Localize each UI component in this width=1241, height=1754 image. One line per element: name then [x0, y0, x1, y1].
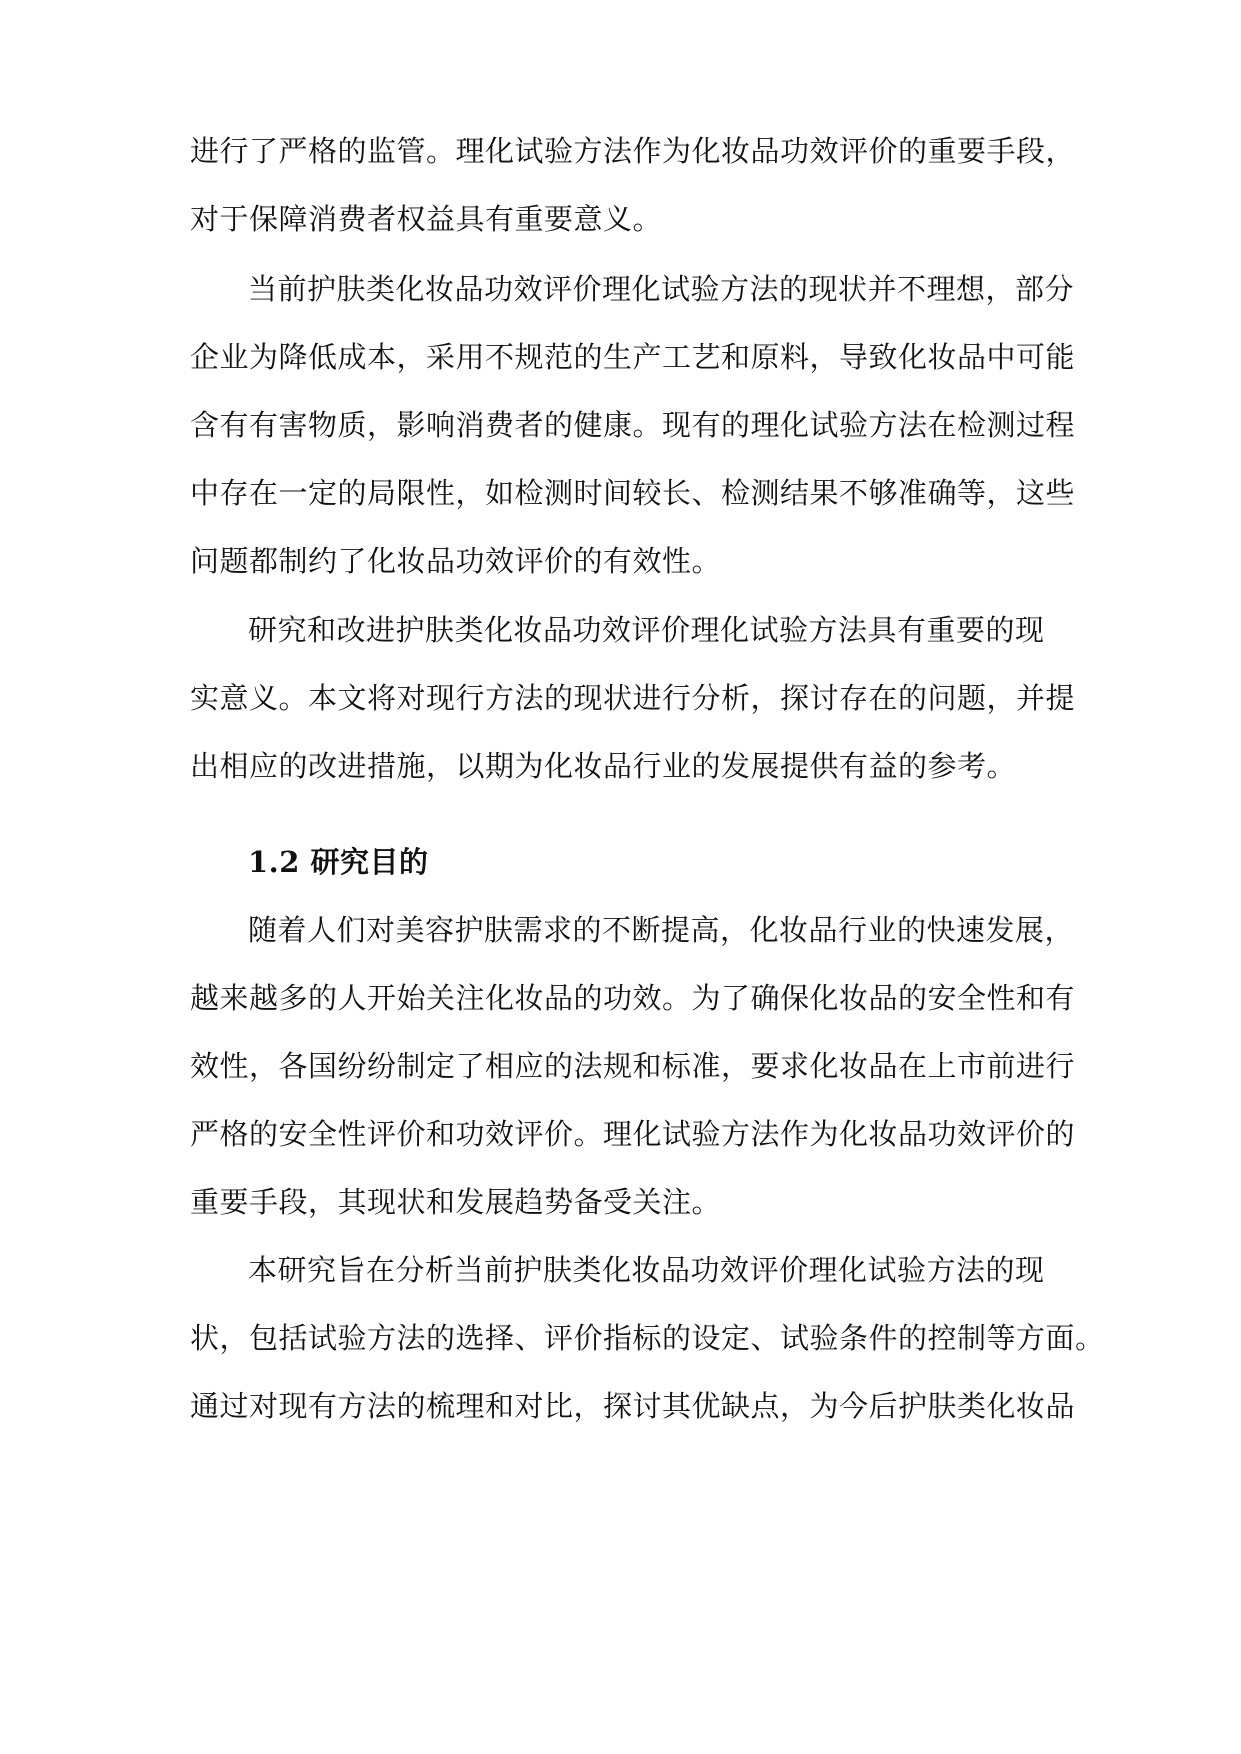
text-line: 中存在一定的局限性，如检测时间较长、检测结果不够准确等，这些	[190, 476, 1076, 510]
paragraph-first-line: 研究和改进护肤类化妆品功效评价理化试验方法具有重要的现	[248, 613, 1045, 647]
text-line: 进行了严格的监管。理化试验方法作为化妆品功效评价的重要手段，	[190, 134, 1076, 168]
paragraph-first-line: 随着人们对美容护肤需求的不断提高，化妆品行业的快速发展，	[248, 913, 1075, 947]
text-line: 效性，各国纷纷制定了相应的法规和标准，要求化妆品在上市前进行	[190, 1049, 1076, 1083]
text-line: 越来越多的人开始关注化妆品的功效。为了确保化妆品的安全性和有	[190, 981, 1076, 1015]
text-line: 问题都制约了化妆品功效评价的有效性。	[190, 544, 722, 578]
text-line: 对于保障消费者权益具有重要意义。	[190, 202, 663, 236]
text-line: 状，包括试验方法的选择、评价指标的设定、试验条件的控制等方面。	[190, 1321, 1105, 1355]
text-line: 严格的安全性评价和功效评价。理化试验方法作为化妆品功效评价的	[190, 1117, 1076, 1151]
paragraph-first-line: 本研究旨在分析当前护肤类化妆品功效评价理化试验方法的现	[248, 1253, 1045, 1287]
text-line: 出相应的改进措施，以期为化妆品行业的发展提供有益的参考。	[190, 749, 1017, 783]
text-line: 重要手段，其现状和发展趋势备受关注。	[190, 1185, 722, 1219]
text-line: 实意义。本文将对现行方法的现状进行分析，探讨存在的问题，并提	[190, 681, 1076, 715]
text-line: 含有有害物质，影响消费者的健康。现有的理化试验方法在检测过程	[190, 408, 1076, 442]
paragraph-first-line: 当前护肤类化妆品功效评价理化试验方法的现状并不理想，部分	[248, 272, 1075, 306]
text-line: 企业为降低成本，采用不规范的生产工艺和原料，导致化妆品中可能	[190, 340, 1076, 374]
section-heading: 1.2 研究目的	[248, 845, 429, 879]
text-line: 通过对现有方法的梳理和对比，探讨其优缺点，为今后护肤类化妆品	[190, 1389, 1076, 1423]
